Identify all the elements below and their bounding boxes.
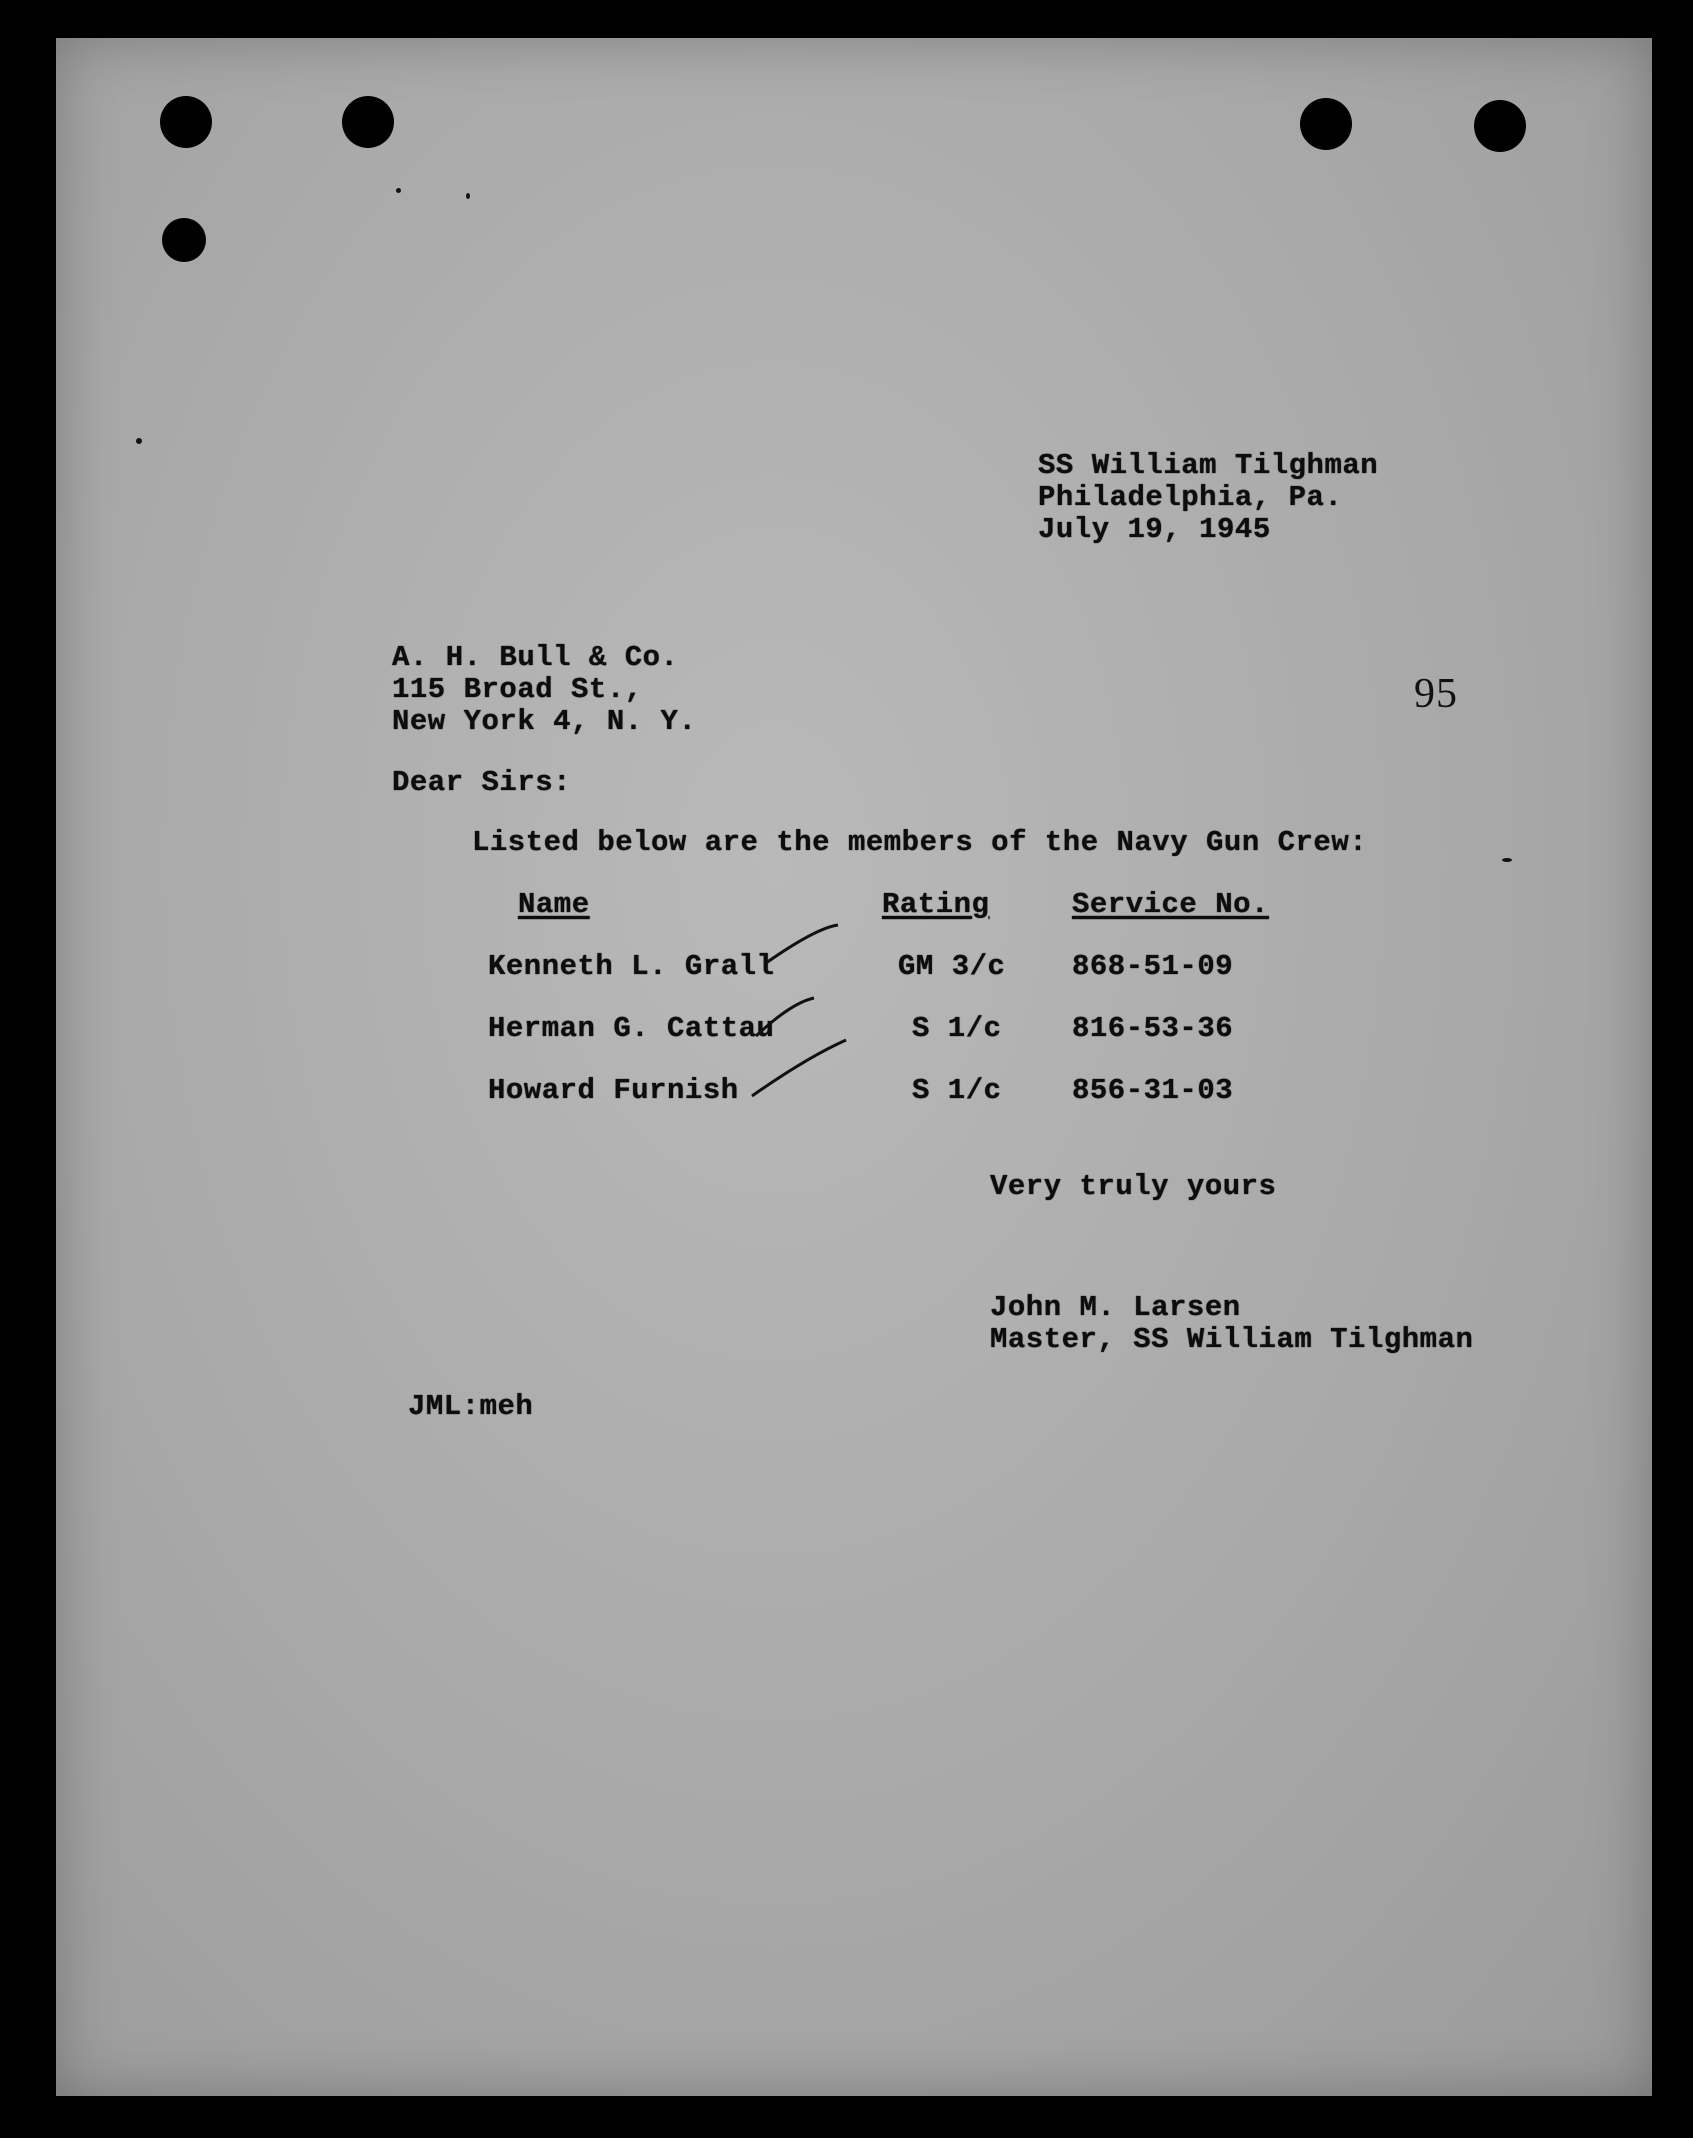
crew-rating: S 1/c [912, 1012, 1002, 1045]
crew-service-no: 868-51-09 [1072, 950, 1234, 983]
check-mark [756, 998, 814, 1036]
closing: Very truly yours [990, 1170, 1277, 1203]
letter-page [56, 38, 1652, 2096]
crew-name: Herman G. Cattau [488, 1012, 775, 1045]
sender-city: Philadelphia, Pa. [1038, 481, 1343, 514]
signer-name: John M. Larsen [990, 1291, 1241, 1324]
check-mark [752, 1040, 846, 1096]
check-marks [56, 38, 1652, 2096]
letter-date: July 19, 1945 [1038, 513, 1271, 546]
header-rating: Rating [882, 888, 990, 921]
crew-name: Kenneth L. Grall [488, 950, 775, 983]
recipient-line2: 115 Broad St., [392, 673, 643, 706]
page-number: 95 [1414, 671, 1458, 717]
header-service-no: Service No. [1072, 888, 1269, 921]
crew-rating: GM 3/c [898, 950, 1006, 983]
crew-service-no: 856-31-03 [1072, 1074, 1234, 1107]
recipient-line1: A. H. Bull & Co. [392, 641, 679, 674]
crew-rating: S 1/c [912, 1074, 1002, 1107]
signature-block [990, 1292, 1473, 1356]
typist-initials: JML:meh [408, 1390, 534, 1423]
signer-title: Master, SS William Tilghman [990, 1323, 1474, 1356]
sender-ship: SS William Tilghman [1038, 449, 1379, 482]
salutation: Dear Sirs: [392, 766, 572, 799]
recipient-line3: New York 4, N. Y. [392, 705, 697, 738]
crew-name: Howard Furnish [488, 1074, 739, 1107]
intro-text: Listed below are the members of the Navy Gun Crew: [472, 826, 1368, 859]
check-mark [766, 925, 838, 963]
crew-service-no: 816-53-36 [1072, 1012, 1234, 1045]
header-name: Name [518, 888, 590, 921]
